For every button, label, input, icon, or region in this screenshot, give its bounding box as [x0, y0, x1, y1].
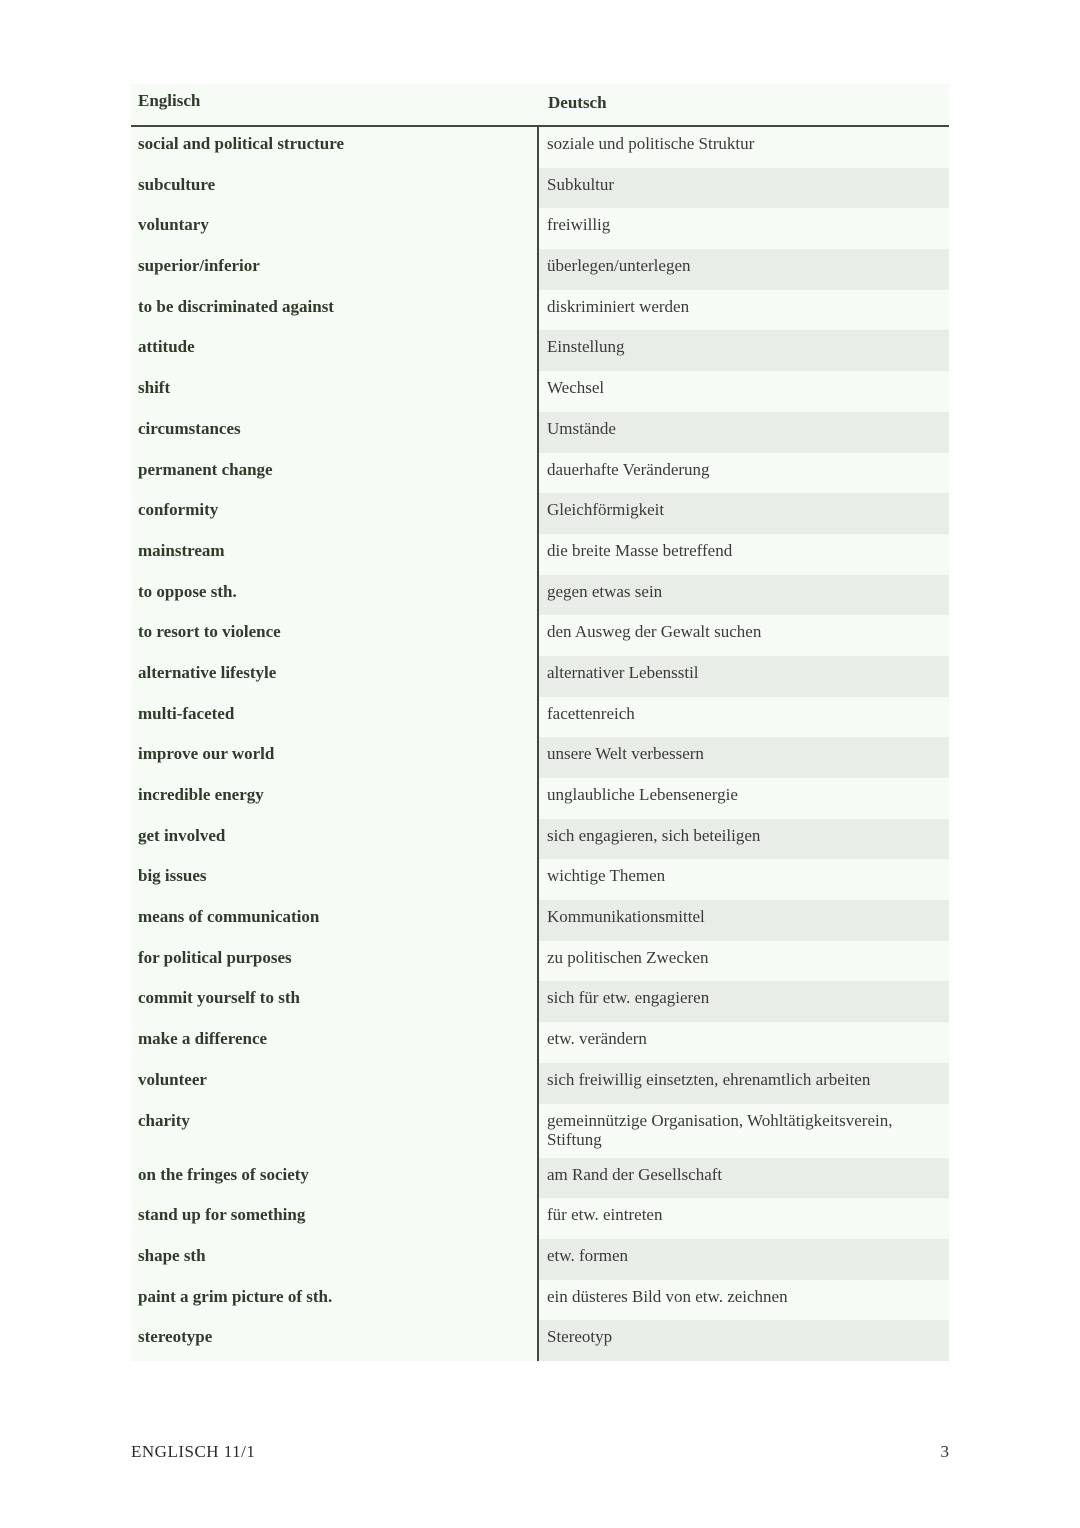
table-row	[131, 290, 949, 331]
german-translation: unsere Welt verbessern	[539, 737, 949, 778]
table-row	[131, 208, 949, 249]
table-row	[131, 1104, 949, 1158]
footer-subject: ENGLISCH 11/1	[131, 1442, 256, 1461]
english-term: permanent change	[131, 453, 539, 494]
english-term: incredible energy	[131, 778, 539, 819]
german-translation: Umstände	[539, 412, 949, 453]
german-translation: Kommunikationsmittel	[539, 900, 949, 941]
header-german: Deutsch	[548, 93, 607, 112]
english-term: big issues	[131, 859, 539, 900]
table-row	[131, 697, 949, 738]
german-translation: alternativer Lebensstil	[539, 656, 949, 697]
german-translation: etw. formen	[539, 1239, 949, 1280]
table-row	[131, 1198, 949, 1239]
english-term: means of communication	[131, 900, 539, 941]
english-term: social and political structure	[131, 127, 539, 168]
table-row	[131, 900, 949, 941]
english-term: superior/inferior	[131, 249, 539, 290]
table-row	[131, 778, 949, 819]
english-term: charity	[131, 1104, 539, 1158]
english-term: multi-faceted	[131, 697, 539, 738]
english-term: make a difference	[131, 1022, 539, 1063]
english-term: on the fringes of society	[131, 1158, 539, 1199]
table-row	[131, 1280, 949, 1321]
table-row	[131, 859, 949, 900]
english-term: to be discriminated against	[131, 290, 539, 331]
english-term: volunteer	[131, 1063, 539, 1104]
table-row	[131, 575, 949, 616]
english-term: mainstream	[131, 534, 539, 575]
english-term: stereotype	[131, 1320, 539, 1361]
table-row	[131, 534, 949, 575]
german-translation: Stereotyp	[539, 1320, 949, 1361]
german-translation: sich für etw. engagieren	[539, 981, 949, 1022]
table-row	[131, 412, 949, 453]
table-row	[131, 168, 949, 209]
table-row	[131, 330, 949, 371]
english-term: shape sth	[131, 1239, 539, 1280]
german-translation: soziale und politische Struktur	[539, 127, 949, 168]
german-translation: am Rand der Gesellschaft	[539, 1158, 949, 1199]
english-term: get involved	[131, 819, 539, 860]
english-term: conformity	[131, 493, 539, 534]
english-term: circumstances	[131, 412, 539, 453]
german-translation: facettenreich	[539, 697, 949, 738]
english-term: commit yourself to sth	[131, 981, 539, 1022]
english-term: to oppose sth.	[131, 575, 539, 616]
english-term: for political purposes	[131, 941, 539, 982]
english-term: alternative lifestyle	[131, 656, 539, 697]
german-translation: freiwillig	[539, 208, 949, 249]
german-translation: ein düsteres Bild von etw. zeichnen	[539, 1280, 949, 1321]
german-translation: Gleichförmigkeit	[539, 493, 949, 534]
german-translation: Wechsel	[539, 371, 949, 412]
page-number: 3	[940, 1442, 949, 1461]
table-row	[131, 819, 949, 860]
table-row	[131, 493, 949, 534]
english-term: to resort to violence	[131, 615, 539, 656]
table-row	[131, 1063, 949, 1104]
german-translation: die breite Masse betreffend	[539, 534, 949, 575]
table-row	[131, 737, 949, 778]
header-english: Englisch	[131, 84, 539, 125]
german-translation: für etw. eintreten	[539, 1198, 949, 1239]
english-term: stand up for something	[131, 1198, 539, 1239]
table-body	[131, 127, 949, 1361]
german-translation: sich engagieren, sich beteiligen	[539, 819, 949, 860]
table-row	[131, 1158, 949, 1199]
table-row	[131, 941, 949, 982]
german-translation: zu politischen Zwecken	[539, 941, 949, 982]
german-translation: gemeinnützige Organisation, Wohltätigkeitsverein, Stiftung	[539, 1104, 949, 1158]
german-translation: etw. verändern	[539, 1022, 949, 1063]
english-term: subculture	[131, 168, 539, 209]
table-row	[131, 981, 949, 1022]
german-translation: überlegen/unterlegen	[539, 249, 949, 290]
german-translation: den Ausweg der Gewalt suchen	[539, 615, 949, 656]
table-row	[131, 127, 949, 168]
german-translation: dauerhafte Veränderung	[539, 453, 949, 494]
table-row	[131, 656, 949, 697]
table-row	[131, 1239, 949, 1280]
german-translation: wichtige Themen	[539, 859, 949, 900]
table-row	[131, 1320, 949, 1361]
table-row	[131, 249, 949, 290]
table-row	[131, 371, 949, 412]
vocabulary-table	[131, 84, 949, 1361]
german-translation: diskriminiert werden	[539, 290, 949, 331]
table-header-row	[131, 84, 949, 127]
english-term: shift	[131, 371, 539, 412]
german-translation: Subkultur	[539, 168, 949, 209]
table-row	[131, 1022, 949, 1063]
german-translation: Einstellung	[539, 330, 949, 371]
english-term: paint a grim picture of sth.	[131, 1280, 539, 1321]
english-term: improve our world	[131, 737, 539, 778]
english-term: voluntary	[131, 208, 539, 249]
german-translation: unglaubliche Lebensenergie	[539, 778, 949, 819]
table-row	[131, 453, 949, 494]
english-term: attitude	[131, 330, 539, 371]
table-row	[131, 615, 949, 656]
german-translation: gegen etwas sein	[539, 575, 949, 616]
german-translation: sich freiwillig einsetzten, ehrenamtlich arbeiten	[539, 1063, 949, 1104]
